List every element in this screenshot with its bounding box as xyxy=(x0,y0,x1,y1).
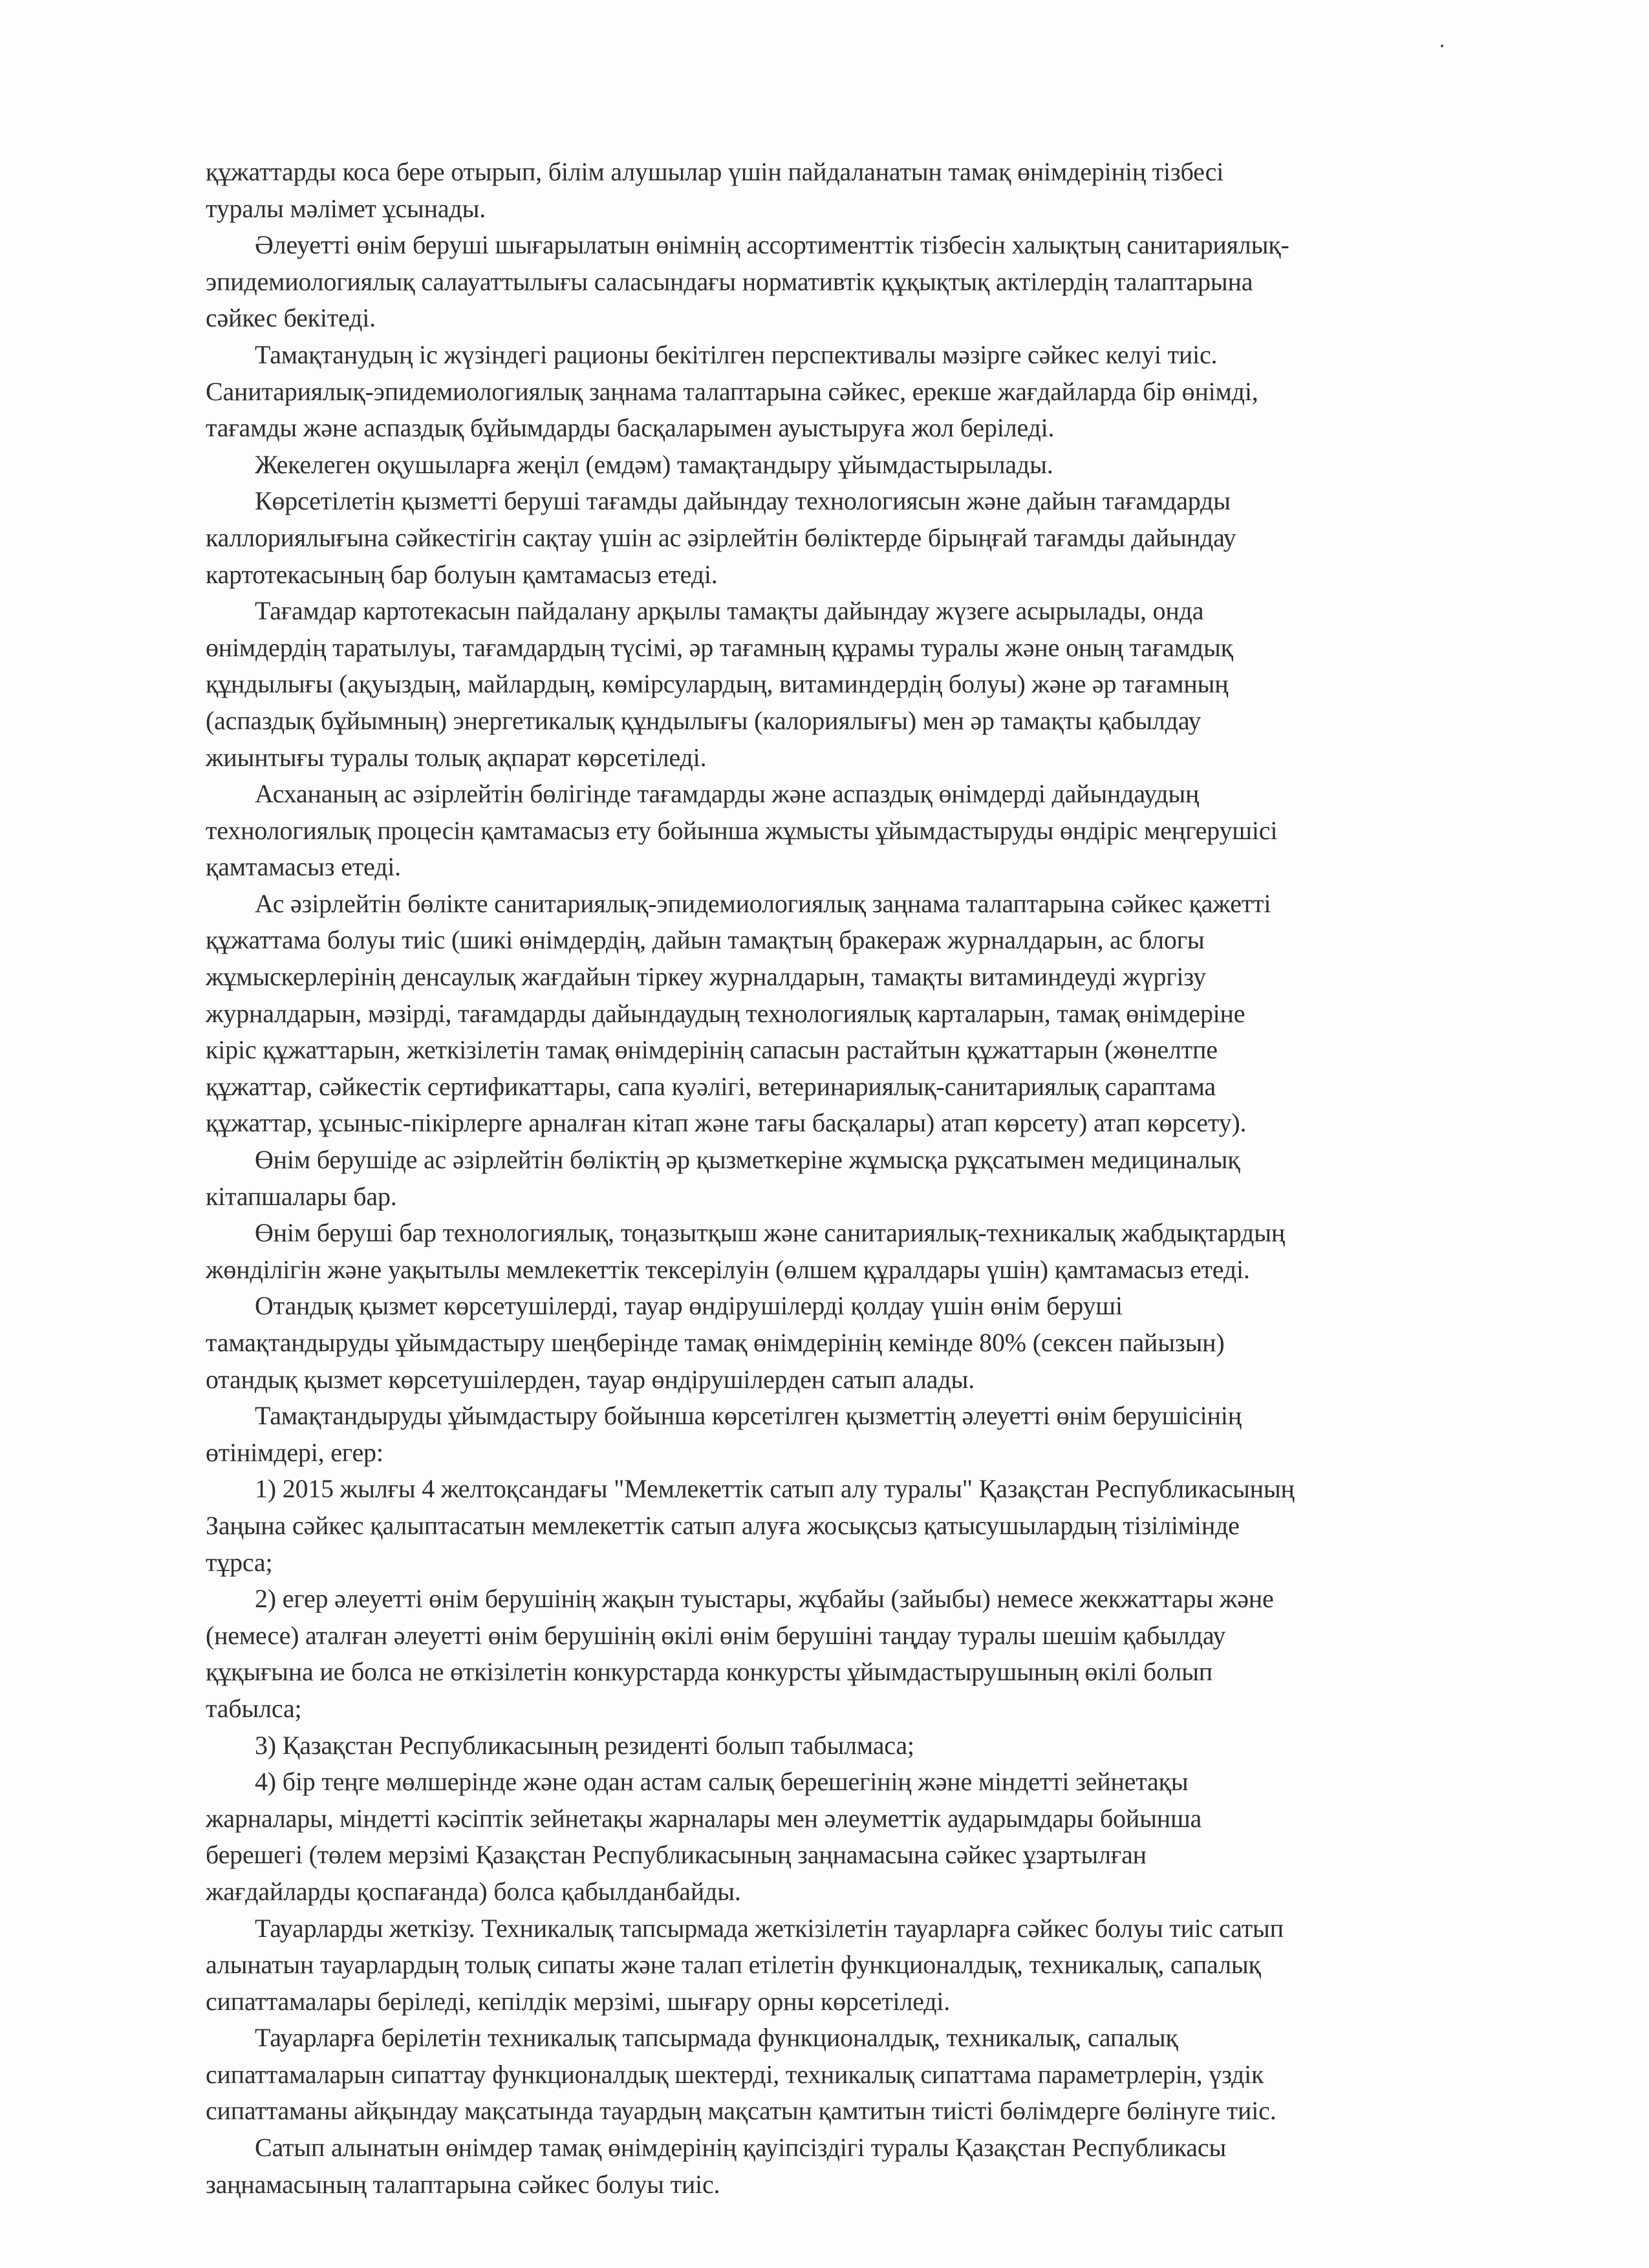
text-line: 1) 2015 жылғы 4 желтоқсандағы "Мемлекеттік сатып алу туралы" Қазақстан Республикасының xyxy=(255,1474,1295,1504)
text-line: табылса; xyxy=(206,1693,302,1723)
text-line: жұмыскерлерінің денсаулық жағдайын тіркеу журналдарын, тамақты витаминдеуді жүргізу xyxy=(206,962,1206,992)
text-line: өтінімдері, егер: xyxy=(206,1437,383,1467)
text-line: кітапшалары бар. xyxy=(206,1181,397,1211)
text-line: алынатын тауарлардың толық сипаты және талап етілетін функционалдық, техникалық, сапалық xyxy=(206,1950,1261,1980)
text-line: Заңына сәйкес қалыптасатын мемлекеттік сатып алуға жосықсыз қатысушылардың тізілімінде xyxy=(206,1510,1240,1540)
text-line: сипаттаманы айқындау мақсатында тауардың мақсатын қамтитын тиісті бөлімдерге бөлінуге тиіс. xyxy=(206,2096,1277,2126)
text-line: Тауарларды жеткізу. Техникалық тапсырмада жеткізілетін тауарларға сәйкес болуы тиіс сатып xyxy=(255,1913,1284,1943)
text-line: жөнділігін және уақытылы мемлекеттік тексерілуін (өлшем құралдары үшін) қамтамасыз етеді. xyxy=(206,1254,1250,1284)
text-line: заңнамасының талаптарына сәйкес болуы тиіс. xyxy=(206,2169,720,2199)
text-line: тамақтандыруды ұйымдастыру шеңберінде тамақ өнімдерінің кемінде 80% (сексен пайызын) xyxy=(206,1328,1225,1357)
text-line: журналдарын, мәзірді, тағамдарды дайындаудың технологиялық карталарын, тамақ өнімдеріне xyxy=(206,998,1245,1028)
text-line: Өнім беруші бар технологиялық, тоңазытқыш және санитариялық-техникалық жабдықтардың xyxy=(255,1218,1286,1248)
text-line: Санитариялық-эпидемиологиялық заңнама талаптарына сәйкес, ерекше жағдайларда бір өнімді, xyxy=(206,376,1258,406)
text-line: жағдайларды қоспағанда) болса қабылданбайды. xyxy=(206,1876,741,1906)
document-body xyxy=(206,154,1531,2203)
scan-speck xyxy=(1441,45,1443,47)
text-line: технологиялық процесін қамтамасыз ету бойынша жұмысты ұйымдастыруды өндіріс меңгерушісі xyxy=(206,815,1278,845)
paragraph xyxy=(206,2130,1531,2203)
text-line: Отандық қызмет көрсетушілерді, тауар өндірушілерді қолдау үшін өнім беруші xyxy=(255,1291,1123,1321)
text-line: (аспаздық бұйымның) энергетикалық құндылығы (калориялығы) мен әр тамақты қабылдау xyxy=(206,705,1202,735)
text-line: құжаттарды коса бере отырып, білім алушылар үшін пайдаланатын тамақ өнімдерінің тізбесі xyxy=(206,157,1224,186)
text-line: Өнім берушіде ас әзірлейтін бөліктің әр қызметкеріне жұмысқа рұқсатымен медициналық xyxy=(255,1145,1240,1175)
paragraph xyxy=(206,447,1531,484)
paragraph xyxy=(206,776,1531,886)
text-line: сипаттамалары беріледі, кепілдік мерзімі, шығару орны көрсетіледі. xyxy=(206,1986,951,2016)
text-line: 2) егер әлеуетті өнім берушінің жақын туыстары, жұбайы (зайыбы) немесе жекжаттары және xyxy=(255,1584,1274,1614)
text-line: туралы мәлімет ұсынады. xyxy=(206,193,486,223)
text-line: 4) бір теңге мөлшерінде және одан астам салық берешегінің және міндетті зейнетақы xyxy=(255,1767,1189,1797)
text-line: Тамақтандыруды ұйымдастыру бойынша көрсетілген қызметтің әлеуетті өнім берушісінің xyxy=(255,1401,1242,1431)
text-line: Көрсетілетін қызметті беруші тағамды дайындау технологиясын және дайын тағамдарды xyxy=(255,486,1231,516)
paragraph xyxy=(206,1581,1531,1727)
text-line: тұрса; xyxy=(206,1547,273,1577)
paragraph xyxy=(206,886,1531,1142)
paragraph xyxy=(206,1728,1531,1764)
paragraph xyxy=(206,227,1531,337)
paragraph xyxy=(206,1910,1531,2020)
paragraph xyxy=(206,1398,1531,1471)
text-line: құжаттар, ұсыныс-пікірлерге арналған кітап және тағы басқалары) атап көрсету) атап көрсету). xyxy=(206,1108,1247,1138)
text-line: Әлеуетті өнім беруші шығарылатын өнімнің ассортименттік тізбесін халықтың санитариялық- xyxy=(255,230,1289,260)
text-line: сәйкес бекітеді. xyxy=(206,303,376,333)
paragraph xyxy=(206,1471,1531,1581)
text-line: құқығына ие болса не өткізілетін конкурстарда конкурсты ұйымдастырушының өкілі болып xyxy=(206,1657,1212,1687)
text-line: жарналары, міндетті кәсіптік зейнетақы жарналары мен әлеуметтік аударымдары бойынша xyxy=(206,1803,1202,1833)
text-line: 3) Қазақстан Республикасының резиденті болып табылмаса; xyxy=(255,1730,914,1760)
text-line: жиынтығы туралы толық ақпарат көрсетіледі. xyxy=(206,742,707,772)
text-line: құндылығы (ақуыздың, майлардың, көмірсулардың, витаминдердің болуы) және әр тағамның xyxy=(206,669,1229,699)
text-line: Тамақтанудың іс жүзіндегі рационы бекітілген перспективалы мәзірге сәйкес келуі тиіс. xyxy=(255,339,1218,369)
paragraph xyxy=(206,337,1531,447)
paragraph xyxy=(206,1288,1531,1398)
text-line: берешегі (төлем мерзімі Қазақстан Республикасының заңнамасына сәйкес ұзартылған xyxy=(206,1840,1147,1870)
text-line: сипаттамаларын сипаттау функционалдық шектерді, техникалық сипаттама параметрлерін, үздік xyxy=(206,2059,1264,2089)
paragraph xyxy=(206,1764,1531,1910)
paragraph xyxy=(206,593,1531,776)
text-line: тағамды және аспаздық бұйымдарды басқаларымен ауыстыруға жол беріледі. xyxy=(206,413,1055,443)
text-line: (немесе) аталған әлеуетті өнім берушінің өкілі өнім берушіні таңдау туралы шешім қабылдау xyxy=(206,1620,1226,1650)
text-line: Тағамдар картотекасын пайдалану арқылы тамақты дайындау жүзеге асырылады, онда xyxy=(255,596,1204,626)
paragraph xyxy=(206,1215,1531,1288)
paragraph xyxy=(206,154,1531,227)
text-line: Жекелеген оқушыларға жеңіл (емдәм) тамақтандыру ұйымдастырылады. xyxy=(255,449,1053,479)
text-line: өнімдердің таратылуы, тағамдардың түсімі, әр тағамның құрамы туралы және оның тағамдық xyxy=(206,632,1233,662)
text-line: қамтамасыз етеді. xyxy=(206,852,401,882)
paragraph xyxy=(206,483,1531,593)
text-line: эпидемиологиялық салауаттылығы саласындағы нормативтік құқықтық актілердің талаптарына xyxy=(206,266,1253,296)
text-line: Асхананың ас әзірлейтін бөлігінде тағамдарды және аспаздық өнімдерді дайындаудың xyxy=(255,779,1200,809)
text-line: кіріс құжаттарын, жеткізілетін тамақ өнімдерінің сапасын растайтын құжаттарын (жөнелтпе xyxy=(206,1035,1218,1065)
text-line: Сатып алынатын өнімдер тамақ өнімдерінің қауіпсіздігі туралы Қазақстан Республикасы xyxy=(255,2133,1227,2163)
text-line: Тауарларға берілетін техникалық тапсырмада функционалдық, техникалық, сапалық xyxy=(255,2023,1178,2053)
text-line: каллориялығына сәйкестігін сақтау үшін ас әзірлейтін бөліктерде бірыңғай тағамды дайындау xyxy=(206,522,1236,552)
text-line: Ас әзірлейтін бөлікте санитариялық-эпидемиологиялық заңнама талаптарына сәйкес қажетті xyxy=(255,888,1271,918)
text-line: картотекасының бар болуын қамтамасыз етеді. xyxy=(206,559,718,589)
text-line: құжаттама болуы тиіс (шикі өнімдердің, дайын тамақтың бракераж журналдарын, ас блогы xyxy=(206,925,1205,955)
text-line: құжаттар, сәйкестік сертификаттары, сапа куәлігі, ветеринариялық-санитариялық сараптама xyxy=(206,1071,1216,1101)
text-line: отандық қызмет көрсетушілерден, тауар өндірушілерден сатып алады. xyxy=(206,1364,975,1394)
paragraph xyxy=(206,2020,1531,2130)
paragraph xyxy=(206,1142,1531,1215)
